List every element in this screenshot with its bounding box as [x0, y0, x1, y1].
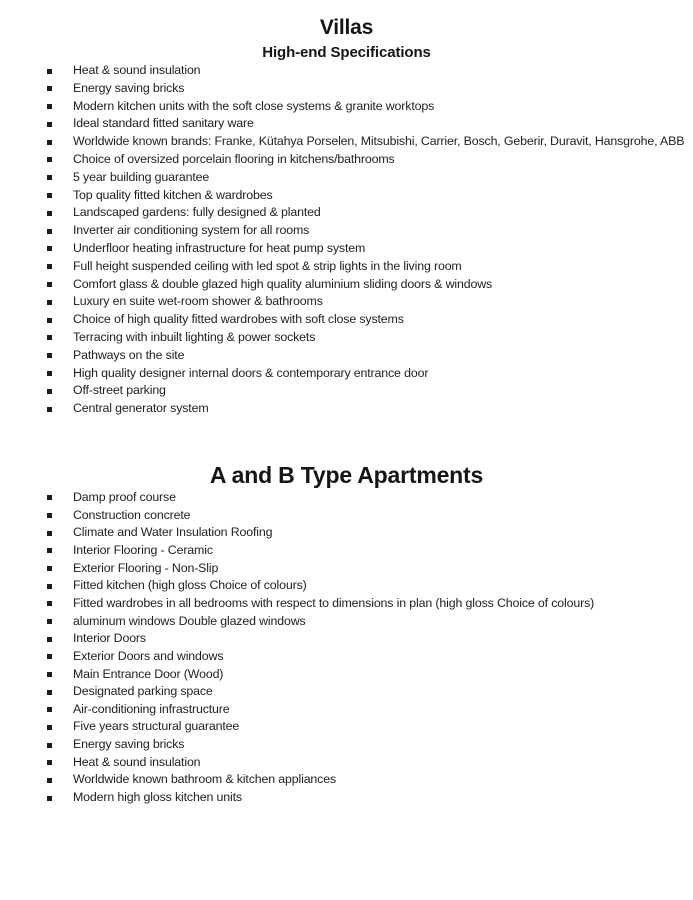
list-item: [47, 613, 685, 631]
list-item-text: Modern high gloss kitchen units: [73, 790, 242, 805]
list-item-text: Interior Doors: [73, 631, 146, 646]
list-item: [47, 630, 685, 648]
square-bullet-icon: [47, 157, 52, 162]
list-item: [47, 240, 685, 258]
list-item: [47, 489, 685, 507]
square-bullet-icon: [47, 264, 52, 269]
list-item-text: Full height suspended ceiling with led spot & strip lights in the living room: [73, 258, 462, 273]
list-item: [47, 347, 685, 365]
list-item-text: Damp proof course: [73, 489, 176, 504]
list-item: [47, 187, 685, 205]
list-item: [47, 382, 685, 400]
square-bullet-icon: [47, 637, 52, 642]
list-item-text: Interior Flooring - Ceramic: [73, 542, 213, 557]
list-item: [47, 718, 685, 736]
square-bullet-icon: [47, 282, 52, 287]
list-item: [47, 311, 685, 329]
list-item: [47, 648, 685, 666]
list-item-text: Worldwide known bathroom & kitchen appliances: [73, 772, 337, 787]
square-bullet-icon: [47, 778, 52, 783]
apartments-title: A and B Type Apartments: [209, 461, 484, 488]
square-bullet-icon: [47, 389, 52, 394]
apartments-spec-list: [0, 489, 693, 807]
list-item-text: Ideal standard fitted sanitary ware: [73, 116, 254, 131]
list-item-text: Top quality fitted kitchen & wardrobes: [73, 187, 273, 202]
list-item-text: Pathways on the site: [73, 347, 185, 362]
list-item-text: Exterior Flooring - Non-Slip: [73, 560, 219, 575]
list-item-text: Energy saving bricks: [73, 737, 185, 752]
list-item: [47, 400, 685, 418]
list-item-text: Fitted wardrobes in all bedrooms with respect to dimensions in plan (high gloss Choice of colours): [73, 595, 595, 610]
list-item: [47, 80, 685, 98]
list-item-text: Air-conditioning infrastructure: [73, 701, 230, 716]
list-item-text: 5 year building guarantee: [73, 169, 210, 184]
square-bullet-icon: [47, 601, 52, 606]
square-bullet-icon: [47, 104, 52, 109]
square-bullet-icon: [47, 335, 52, 340]
square-bullet-icon: [47, 353, 52, 358]
list-item-text: Inverter air conditioning system for all rooms: [73, 223, 310, 238]
list-item-text: Exterior Doors and windows: [73, 648, 224, 663]
list-item-text: Main Entrance Door (Wood): [73, 666, 224, 681]
list-item: [47, 62, 685, 80]
list-item-text: Terracing with inbuilt lighting & power sockets: [73, 329, 316, 344]
list-item: [47, 169, 685, 187]
list-item: [47, 595, 685, 613]
list-item: [47, 683, 685, 701]
list-item: [47, 577, 685, 595]
list-item: [47, 542, 685, 560]
list-item: [47, 754, 685, 772]
list-item: [47, 507, 685, 525]
square-bullet-icon: [47, 229, 52, 234]
list-item: [47, 329, 685, 347]
square-bullet-icon: [47, 513, 52, 518]
list-item-text: Underfloor heating infrastructure for heat pump system: [73, 240, 366, 255]
square-bullet-icon: [47, 318, 52, 323]
list-item: [47, 365, 685, 383]
list-item: [47, 276, 685, 294]
list-item-text: Designated parking space: [73, 684, 213, 699]
square-bullet-icon: [47, 672, 52, 677]
list-item: [47, 98, 685, 116]
villas-spec-list: [0, 62, 693, 418]
square-bullet-icon: [47, 211, 52, 216]
square-bullet-icon: [47, 690, 52, 695]
square-bullet-icon: [47, 69, 52, 74]
list-item: [47, 115, 685, 133]
list-item-text: Heat & sound insulation: [73, 754, 201, 769]
list-item: [47, 560, 685, 578]
square-bullet-icon: [47, 584, 52, 589]
square-bullet-icon: [47, 495, 52, 500]
square-bullet-icon: [47, 531, 52, 536]
square-bullet-icon: [47, 86, 52, 91]
list-item-text: Modern kitchen units with the soft close systems & granite worktops: [73, 98, 435, 113]
list-item: [47, 701, 685, 719]
list-item-text: Off-street parking: [73, 383, 166, 398]
square-bullet-icon: [47, 407, 52, 412]
square-bullet-icon: [47, 371, 52, 376]
list-item: [47, 204, 685, 222]
list-item-text: Worldwide known brands: Franke, Kütahya Porselen, Mitsubishi, Carrier, Bosch, Geberir, Duravit, Hansgrohe, ABB: [73, 134, 685, 149]
section-apartments: [0, 462, 693, 807]
square-bullet-icon: [47, 743, 52, 748]
villas-title: Villas: [319, 16, 374, 39]
list-item-text: Heat & sound insulation: [73, 63, 201, 77]
list-item-text: Comfort glass & double glazed high quality aluminium sliding doors & windows: [73, 276, 493, 291]
list-item-text: Central generator system: [73, 401, 209, 416]
square-bullet-icon: [47, 175, 52, 180]
square-bullet-icon: [47, 654, 52, 659]
list-item: [47, 666, 685, 684]
list-item: [47, 151, 685, 169]
square-bullet-icon: [47, 246, 52, 251]
square-bullet-icon: [47, 725, 52, 730]
square-bullet-icon: [47, 193, 52, 198]
section-villas: [0, 0, 693, 418]
list-item: [47, 524, 685, 542]
square-bullet-icon: [47, 300, 52, 305]
square-bullet-icon: [47, 122, 52, 127]
list-item-text: Fitted kitchen (high gloss Choice of colours): [73, 578, 307, 593]
list-item-text: aluminum windows Double glazed windows: [73, 613, 306, 628]
list-item: [47, 222, 685, 240]
list-item: [47, 293, 685, 311]
villas-subtitle: High-end Specifications: [262, 44, 431, 61]
square-bullet-icon: [47, 619, 52, 624]
list-item-text: Five years structural guarantee: [73, 719, 240, 734]
list-item: [47, 736, 685, 754]
list-item: [47, 258, 685, 276]
list-item-text: Choice of high quality fitted wardrobes with soft close systems: [73, 312, 404, 327]
list-item-text: High quality designer internal doors & contemporary entrance door: [73, 365, 429, 380]
square-bullet-icon: [47, 760, 52, 765]
square-bullet-icon: [47, 140, 52, 145]
list-item-text: Luxury en suite wet-room shower & bathrooms: [73, 294, 323, 309]
list-item: [47, 133, 685, 151]
square-bullet-icon: [47, 796, 52, 801]
list-item: [47, 771, 685, 789]
list-item-text: Landscaped gardens: fully designed & planted: [73, 205, 321, 220]
list-item: [47, 789, 685, 807]
list-item-text: Construction concrete: [73, 507, 191, 522]
square-bullet-icon: [47, 548, 52, 553]
list-item-text: Climate and Water Insulation Roofing: [73, 525, 273, 540]
square-bullet-icon: [47, 566, 52, 571]
square-bullet-icon: [47, 707, 52, 712]
list-item-text: Choice of oversized porcelain flooring in kitchens/bathrooms: [73, 151, 395, 166]
list-item-text: Energy saving bricks: [73, 80, 185, 95]
